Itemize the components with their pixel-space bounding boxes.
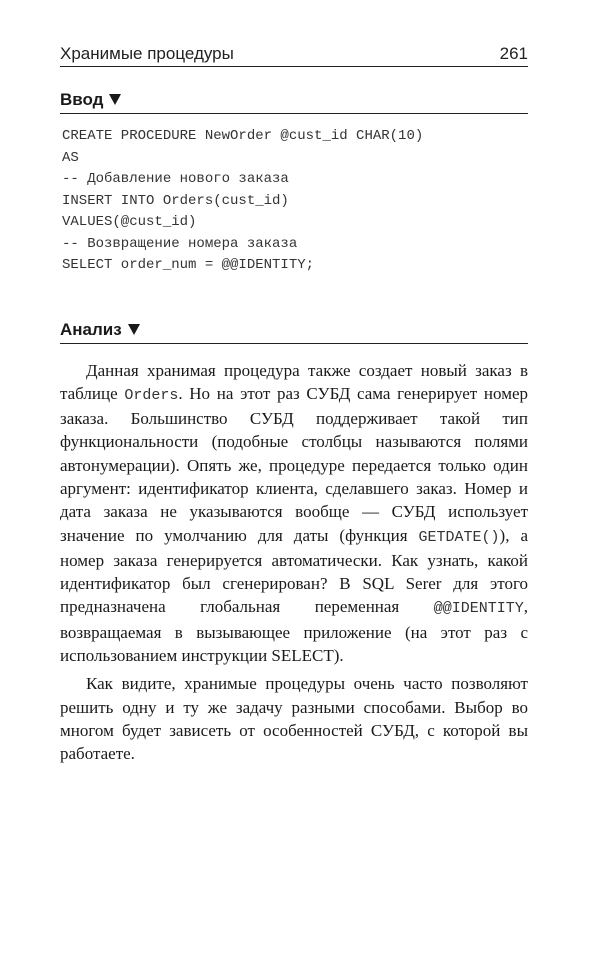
triangle-down-icon	[109, 94, 121, 105]
inline-code: @@IDENTITY	[433, 600, 524, 618]
code-listing	[62, 126, 528, 277]
code-line: SELECT order_num = @@IDENTITY;	[62, 257, 315, 273]
input-section-heading	[60, 89, 528, 114]
analysis-section-heading	[60, 319, 528, 344]
analysis-heading-text: Анализ	[60, 319, 122, 339]
code-line: INSERT INTO Orders(cust_id)	[62, 192, 289, 209]
code-line: CREATE PROCEDURE NewOrder @cust_id CHAR(10)	[62, 128, 424, 144]
inline-code: Orders	[124, 386, 179, 404]
text-run: Данная хранимая процедура также создает новый заказ в таблице	[60, 360, 528, 403]
analysis-body	[60, 359, 528, 766]
running-title: Хранимые процедуры	[60, 44, 234, 63]
code-line: -- Добавление нового заказа	[62, 171, 289, 187]
paragraph: Как видите, хранимые процедуры очень часто позволяют решить одну и ту же задачу разными способами. Выбор во многом будет зависеть от особенностей СУБД, с которой вы работаете.	[60, 674, 528, 764]
code-line: -- Возвращение номера заказа	[62, 235, 298, 252]
text-run: . Но на этот раз СУБД сама генерирует номер заказа. Большинство СУБД поддерживает такой тип функциональности (подобные столбцы называются полями автонумерации). Опять же, процедуре передается только один аргумент: идентификатор клиента, сделавшего заказ. Номер и дата заказа не указываются вообще — СУБД использует значение по умолчанию для даты (функция	[60, 383, 528, 545]
input-heading-label	[60, 90, 121, 110]
paragraph	[60, 359, 528, 668]
analysis-heading-label	[60, 320, 140, 340]
text-run: ), а номер заказа генерируется автоматически. Как узнать, какой идентификатор был сгенерирован? В SQL Serer для этого предназначена глобальная переменная	[60, 525, 528, 617]
running-head	[60, 30, 528, 67]
book-page	[60, 30, 528, 766]
code-line: VALUES(@cust_id)	[62, 214, 197, 230]
text-run: , возвращаемая в вызывающее приложение (на этот раз с использованием инструкции SELECT).	[60, 597, 528, 666]
code-line: AS	[62, 149, 79, 166]
triangle-down-icon	[128, 324, 140, 335]
page-number: 261	[499, 44, 528, 63]
inline-code: GETDATE()	[418, 528, 500, 546]
input-heading-text: Ввод	[60, 90, 104, 109]
